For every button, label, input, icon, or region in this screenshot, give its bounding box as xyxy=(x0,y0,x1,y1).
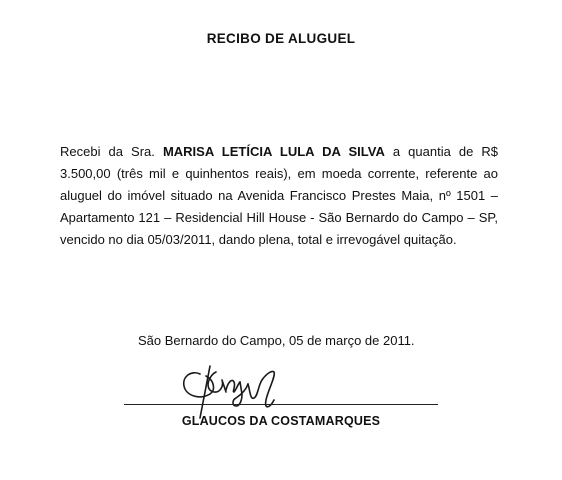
body-text: a quantia de R$ 3.500,00 (três mil e quinhentos reais), em moeda corrente, referente ao aluguel do imóvel situado na Avenida Francisco Prestes Maia, nº 1501 – Apartamento 121 – Residencial Hill House - São Bernardo do Campo – SP, vencido no dia 05/03/2011, dando plena, total e irrevogável quitação. xyxy=(60,144,499,247)
document-title: RECIBO DE ALUGUEL xyxy=(206,31,356,46)
signature-line xyxy=(124,404,438,405)
handwritten-signature xyxy=(170,360,300,422)
place-and-date: São Bernardo do Campo, 05 de março de 2011. xyxy=(138,333,415,348)
receipt-body xyxy=(60,141,498,251)
payer-name: MARISA LETÍCIA LULA DA SILVA xyxy=(162,144,385,159)
signer-name: GLAUCOS DA COSTAMARQUES xyxy=(181,414,381,428)
body-intro: Recebi da Sra. xyxy=(60,144,163,159)
